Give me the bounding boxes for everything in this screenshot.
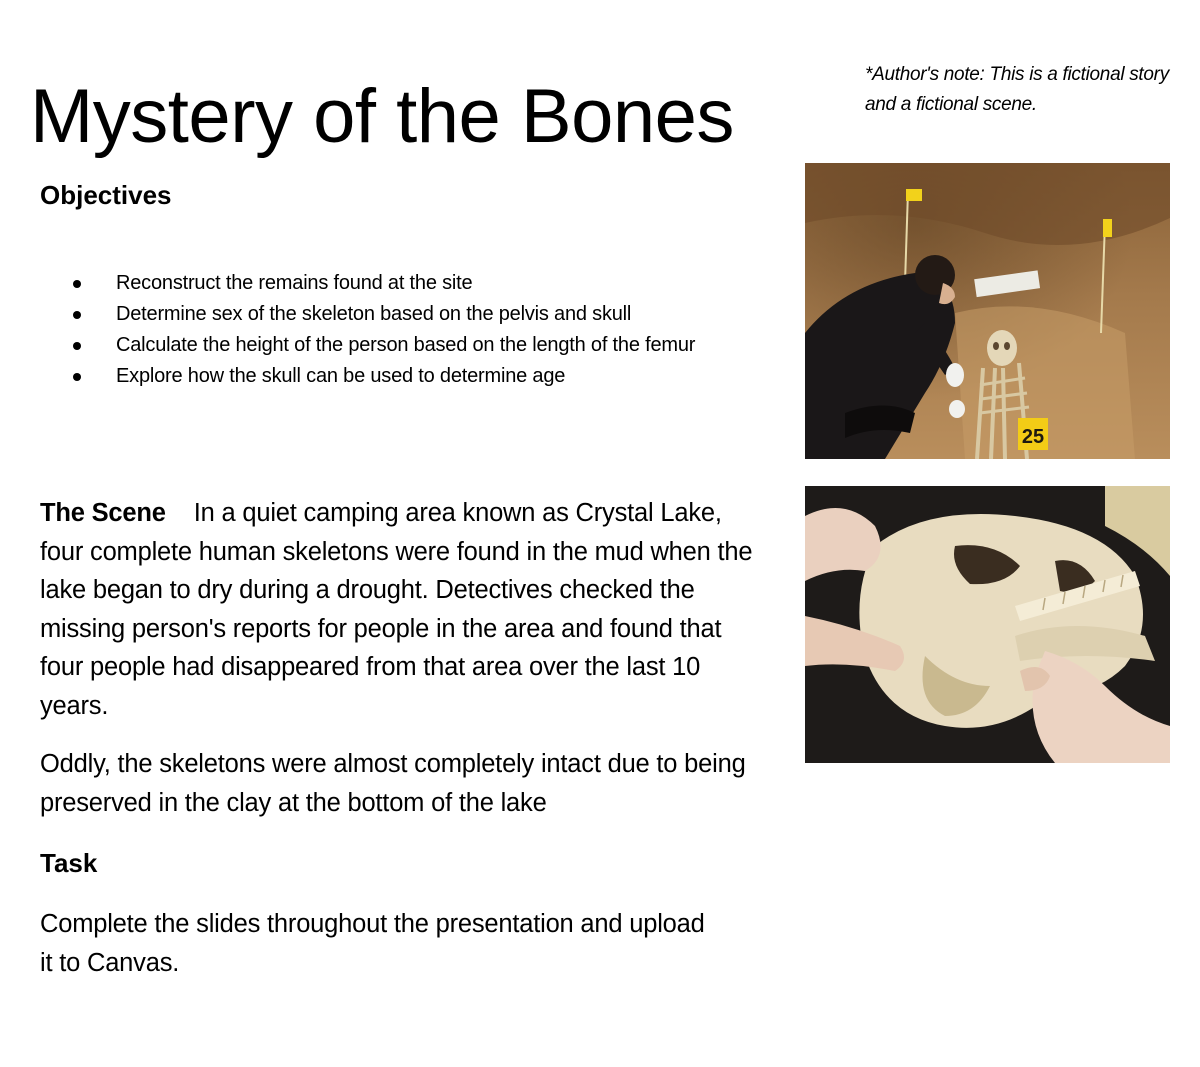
task-paragraph: Complete the slides throughout the presentation and upload it to Canvas. <box>40 910 705 977</box>
objectives-heading: Objectives <box>40 180 172 210</box>
bullet-icon <box>73 373 81 381</box>
excavation-photo <box>805 163 1170 459</box>
objective-text: Explore how the skull can be used to determine age <box>116 365 566 387</box>
evidence-marker-number: 25 <box>1021 426 1045 448</box>
skull-photo <box>805 486 1170 763</box>
objective-text: Calculate the height of the person based on the length of the femur <box>116 334 696 356</box>
list-item <box>60 361 695 392</box>
list-item <box>60 268 695 299</box>
objectives-list <box>60 268 695 392</box>
bullet-icon <box>73 342 81 350</box>
author-note: *Author's note: This is a fictional story and a fictional scene. <box>865 64 1169 115</box>
scene-paragraph <box>40 494 760 725</box>
objective-text: Reconstruct the remains found at the site <box>116 272 473 294</box>
page-title: Mystery of the Bones <box>30 73 734 159</box>
bullet-icon <box>73 311 81 319</box>
objective-text: Determine sex of the skeleton based on the pelvis and skull <box>116 303 632 325</box>
scene-text: In a quiet camping area known as Crystal Lake, four complete human skeletons were found in the mud when the lake began to dry during a drought. Detectives checked the missing person's reports for people in the area and found that four people had disappeared from that area over the last 10 years. <box>40 499 753 720</box>
bullet-icon <box>73 280 81 288</box>
list-item <box>60 299 695 330</box>
task-heading: Task <box>40 848 98 878</box>
scene-heading: The Scene <box>40 499 166 527</box>
list-item <box>60 330 695 361</box>
scene-paragraph-2: Oddly, the skeletons were almost completely intact due to being preserved in the clay at the bottom of the lake <box>40 750 746 817</box>
